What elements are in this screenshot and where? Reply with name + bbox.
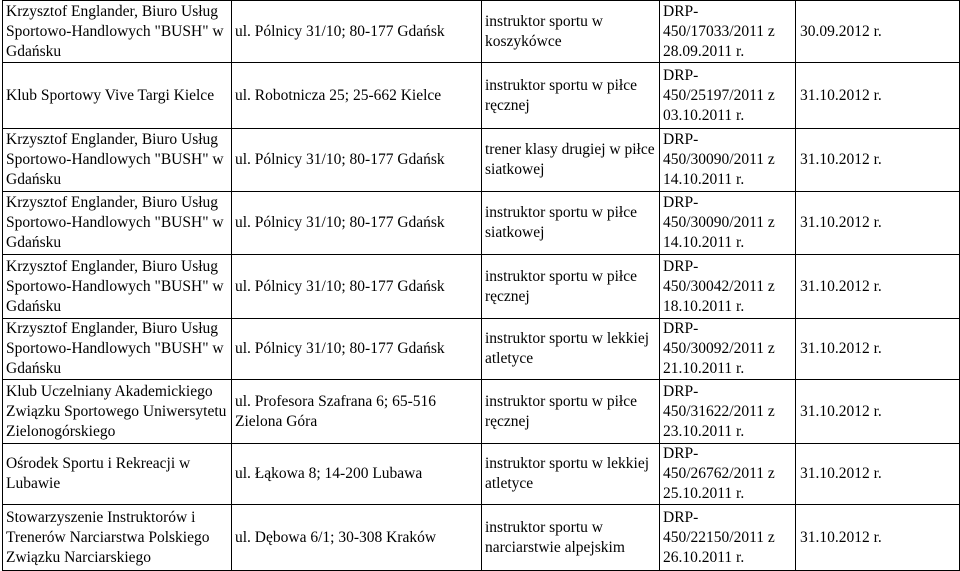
valid-until-cell: 31.10.2012 r. xyxy=(796,505,960,571)
table-row xyxy=(3,129,960,192)
address-cell: ul. Pólnicy 31/10; 80-177 Gdańsk xyxy=(232,192,482,255)
qualification-cell: instruktor sportu w lekkiej atletyce xyxy=(482,319,660,380)
decision-cell: DRP-450/30092/2011 z 21.10.2011 r. xyxy=(660,319,796,380)
organizer-cell: Krzysztof Englander, Biuro Usług Sportowo-Handlowych "BUSH" w Gdańsku xyxy=(3,1,232,63)
address-cell: ul. Pólnicy 31/10; 80-177 Gdańsk xyxy=(232,319,482,380)
organizer-cell: Krzysztof Englander, Biuro Usług Sportowo-Handlowych "BUSH" w Gdańsku xyxy=(3,192,232,255)
valid-until-cell: 31.10.2012 r. xyxy=(796,129,960,192)
valid-until-cell: 31.10.2012 r. xyxy=(796,255,960,319)
organizer-cell: Stowarzyszenie Instruktorów i Trenerów Narciarstwa Polskiego Związku Narciarskiego xyxy=(3,505,232,571)
decision-cell: DRP-450/30042/2011 z 18.10.2011 r. xyxy=(660,255,796,319)
registry-table xyxy=(2,0,960,571)
address-cell: ul. Profesora Szafrana 6; 65-516 Zielona Góra xyxy=(232,380,482,444)
address-cell: ul. Pólnicy 31/10; 80-177 Gdańsk xyxy=(232,255,482,319)
address-cell: ul. Łąkowa 8; 14-200 Lubawa xyxy=(232,444,482,505)
organizer-cell: Klub Uczelniany Akademickiego Związku Sportowego Uniwersytetu Zielonogórskiego xyxy=(3,380,232,444)
decision-cell: DRP-450/30090/2011 z 14.10.2011 r. xyxy=(660,192,796,255)
qualification-cell: instruktor sportu w koszykówce xyxy=(482,1,660,63)
address-cell: ul. Robotnicza 25; 25-662 Kielce xyxy=(232,63,482,129)
organizer-cell: Ośrodek Sportu i Rekreacji w Lubawie xyxy=(3,444,232,505)
decision-cell: DRP-450/25197/2011 z 03.10.2011 r. xyxy=(660,63,796,129)
table-row xyxy=(3,380,960,444)
address-cell: ul. Dębowa 6/1; 30-308 Kraków xyxy=(232,505,482,571)
table-row xyxy=(3,63,960,129)
address-cell: ul. Pólnicy 31/10; 80-177 Gdańsk xyxy=(232,129,482,192)
organizer-cell: Krzysztof Englander, Biuro Usług Sportowo-Handlowych "BUSH" w Gdańsku xyxy=(3,255,232,319)
decision-cell: DRP-450/30090/2011 z 14.10.2011 r. xyxy=(660,129,796,192)
table-row xyxy=(3,319,960,380)
decision-cell: DRP-450/31622/2011 z 23.10.2011 r. xyxy=(660,380,796,444)
organizer-cell: Krzysztof Englander, Biuro Usług Sportowo-Handlowych "BUSH" w Gdańsku xyxy=(3,319,232,380)
valid-until-cell: 31.10.2012 r. xyxy=(796,319,960,380)
qualification-cell: instruktor sportu w piłce ręcznej xyxy=(482,380,660,444)
decision-cell: DRP-450/17033/2011 z 28.09.2011 r. xyxy=(660,1,796,63)
table-row xyxy=(3,1,960,63)
qualification-cell: instruktor sportu w piłce ręcznej xyxy=(482,255,660,319)
qualification-cell: instruktor sportu w piłce siatkowej xyxy=(482,192,660,255)
organizer-cell: Krzysztof Englander, Biuro Usług Sportowo-Handlowych "BUSH" w Gdańsku xyxy=(3,129,232,192)
qualification-cell: trener klasy drugiej w piłce siatkowej xyxy=(482,129,660,192)
address-cell: ul. Pólnicy 31/10; 80-177 Gdańsk xyxy=(232,1,482,63)
valid-until-cell: 30.09.2012 r. xyxy=(796,1,960,63)
valid-until-cell: 31.10.2012 r. xyxy=(796,63,960,129)
valid-until-cell: 31.10.2012 r. xyxy=(796,380,960,444)
decision-cell: DRP-450/26762/2011 z 25.10.2011 r. xyxy=(660,444,796,505)
valid-until-cell: 31.10.2012 r. xyxy=(796,444,960,505)
organizer-cell: Klub Sportowy Vive Targi Kielce xyxy=(3,63,232,129)
table-row xyxy=(3,255,960,319)
qualification-cell: instruktor sportu w lekkiej atletyce xyxy=(482,444,660,505)
qualification-cell: instruktor sportu w piłce ręcznej xyxy=(482,63,660,129)
table-row xyxy=(3,505,960,571)
qualification-cell: instruktor sportu w narciarstwie alpejskim xyxy=(482,505,660,571)
valid-until-cell: 31.10.2012 r. xyxy=(796,192,960,255)
decision-cell: DRP-450/22150/2011 z 26.10.2011 r. xyxy=(660,505,796,571)
table-row xyxy=(3,192,960,255)
table-row xyxy=(3,444,960,505)
